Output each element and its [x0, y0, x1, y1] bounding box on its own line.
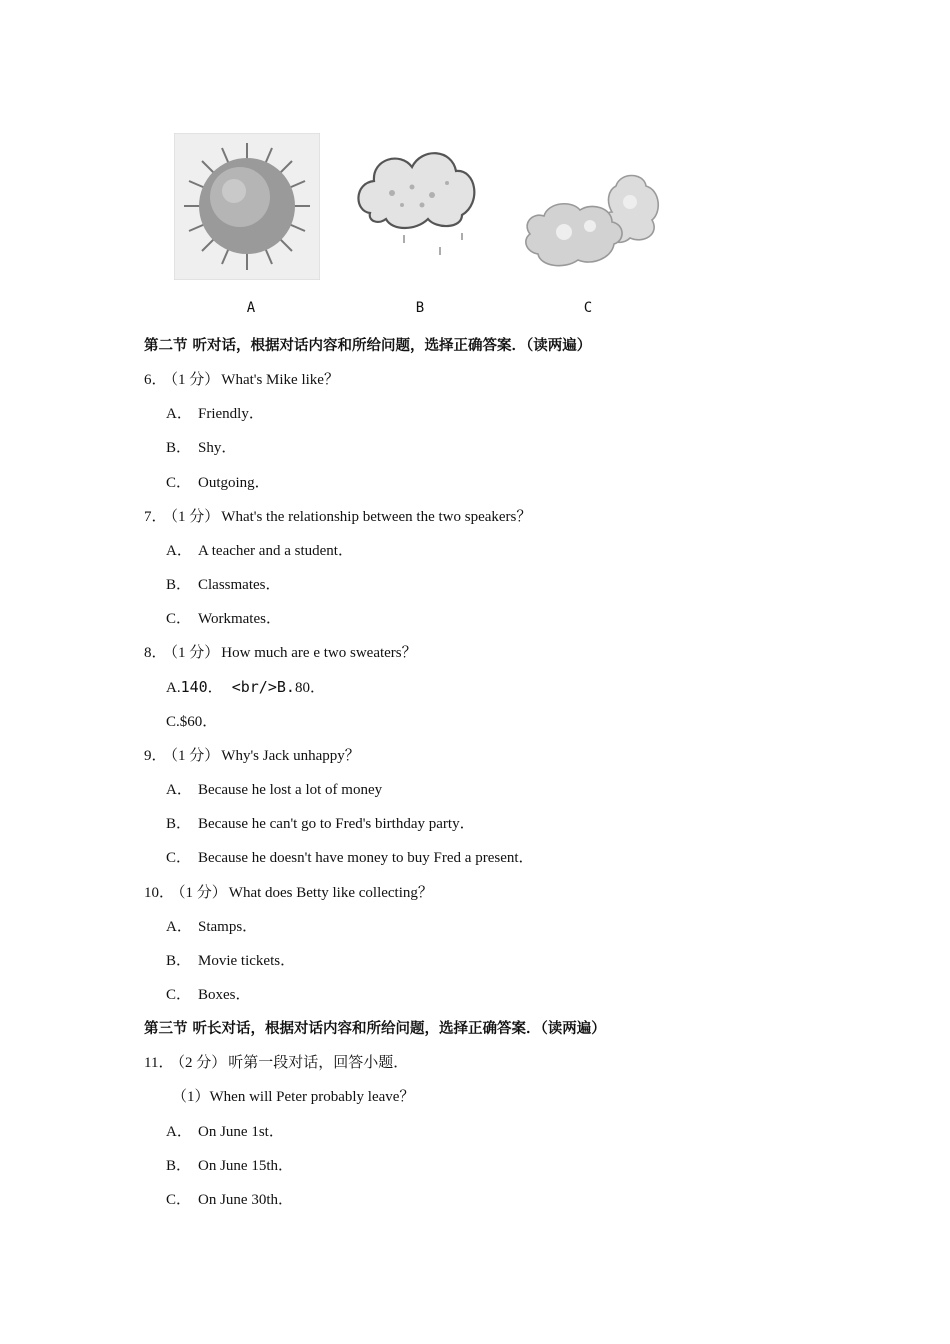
- option-8a-prefix: A.: [166, 680, 181, 696]
- question-score: （1 分）: [170, 748, 220, 764]
- picture-label-a: A: [246, 300, 256, 316]
- option-6c[interactable]: C． Outgoing．: [166, 475, 270, 491]
- option-6b[interactable]: B． Shy．: [166, 440, 237, 456]
- question-score: （1 分）: [170, 645, 220, 661]
- question-10: [144, 883, 433, 903]
- question-text: 听第一段对话，回答小题．: [228, 1055, 409, 1071]
- question-number: 9．: [144, 748, 167, 764]
- question-9: [144, 746, 360, 766]
- option-10c[interactable]: C． Boxes．: [166, 987, 251, 1003]
- question-number: 8．: [144, 645, 167, 661]
- option-7a[interactable]: A． A teacher and a student．: [166, 543, 353, 559]
- question-score: （2 分）: [177, 1055, 227, 1071]
- option-7b[interactable]: B． Classmates．: [166, 577, 281, 593]
- question-text: How much are e two sweaters？: [221, 645, 417, 661]
- question-score: （1 分）: [170, 372, 220, 388]
- question-score: （1 分）: [178, 885, 227, 901]
- option-8ab[interactable]: [166, 677, 325, 698]
- sub-question-11-1: （1）When will Peter probably leave？: [172, 1089, 415, 1105]
- option-8-raw-text: 140． <br/>B.: [180, 678, 295, 696]
- question-text: What's the relationship between the two speakers？: [221, 509, 532, 525]
- question-6: [144, 370, 339, 390]
- option-11b[interactable]: B． On June 15th．: [166, 1158, 293, 1174]
- option-10a[interactable]: A． Stamps．: [166, 919, 258, 935]
- option-9c[interactable]: C． Because he doesn't have money to buy Fred a present．: [166, 850, 534, 866]
- rain-cloud-picture: [352, 143, 482, 260]
- option-10b[interactable]: B． Movie tickets．: [166, 953, 296, 969]
- option-11a[interactable]: A． On June 1st．: [166, 1124, 284, 1140]
- question-text: Why's Jack unhappy？: [221, 748, 360, 764]
- question-number: 6．: [144, 372, 167, 388]
- cloudy-picture: [520, 168, 663, 273]
- question-number: 10．: [144, 885, 175, 901]
- option-7c[interactable]: C． Workmates．: [166, 611, 281, 627]
- question-score: （1 分）: [170, 509, 220, 525]
- question-7: [144, 507, 531, 527]
- picture-label-b: B: [415, 300, 425, 316]
- option-9a[interactable]: A． Because he lost a lot of money: [166, 782, 383, 798]
- option-8c[interactable]: C.$60．: [166, 714, 218, 730]
- question-number: 11．: [144, 1055, 174, 1071]
- option-11c[interactable]: C． On June 30th．: [166, 1192, 293, 1208]
- option-6a[interactable]: A． Friendly．: [166, 406, 264, 422]
- question-text: What does Betty like collecting？: [228, 885, 433, 901]
- section-2-heading: 第二节 听对话，根据对话内容和所给问题，选择正确答案．（读两遍）: [144, 338, 592, 354]
- sun-picture: [174, 133, 320, 280]
- question-11: [144, 1053, 408, 1073]
- question-number: 7．: [144, 509, 167, 525]
- section-3-heading: 第三节 听长对话，根据对话内容和所给问题，选择正确答案．（读两遍）: [144, 1021, 606, 1037]
- option-9b[interactable]: B． Because he can't go to Fred's birthday party．: [166, 816, 475, 832]
- option-8b-value: 80．: [294, 680, 325, 696]
- picture-label-c: C: [583, 300, 593, 316]
- question-text: What's Mike like？: [221, 372, 339, 388]
- question-8: [144, 643, 417, 663]
